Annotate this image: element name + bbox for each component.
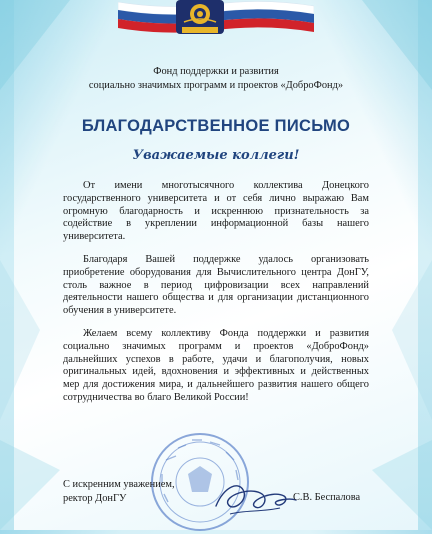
- letter-greeting: Уважаемые коллеги!: [132, 148, 300, 163]
- letter-body: [63, 180, 369, 415]
- signer-name: С.В. Беспалова: [293, 492, 361, 503]
- letter-title: БЛАГОДАРСТВЕННОЕ ПИСЬМО: [81, 117, 351, 135]
- closing-block: [63, 478, 175, 506]
- body-paragraph-2: Благодаря Вашей поддержке удалось организовать приобретение оборудования для Вычислительного центра ДонГУ, столь важное в период цифровизации всех направлений деятельности нашего общества и для организации дистанционного обучения в университете.: [63, 253, 369, 317]
- body-paragraph-3: Желаем всему коллективу Фонда поддержки и развития социально значимых программ и проектов «ДоброФонд» дальнейших успехов в работе, удачи и благополучия, новых оригинальных идей, вдохновения и эффективных и действенных мер для достижения мира, и дальнейшего развития нашего общего сотрудничества во благо Великой России!: [63, 327, 369, 403]
- organization-line-1: Фонд поддержки и развития: [153, 66, 279, 77]
- organization-line-2: социально значимых программ и проектов «ДоброФонд»: [88, 80, 344, 91]
- organization-name: [0, 65, 432, 93]
- closing-regards: С искренним уважением,: [63, 479, 175, 490]
- university-emblem-icon: [174, 0, 226, 38]
- body-paragraph-1: От имени многотысячного коллектива Донецкого государственного университета и от себя лично выражаю Вам огромную благодарность и искреннюю признательность за содействие в укреплении информационной базы нашего университета.: [63, 180, 369, 243]
- handwritten-signature-icon: [210, 472, 298, 522]
- closing-position: ректор ДонГУ: [63, 493, 127, 504]
